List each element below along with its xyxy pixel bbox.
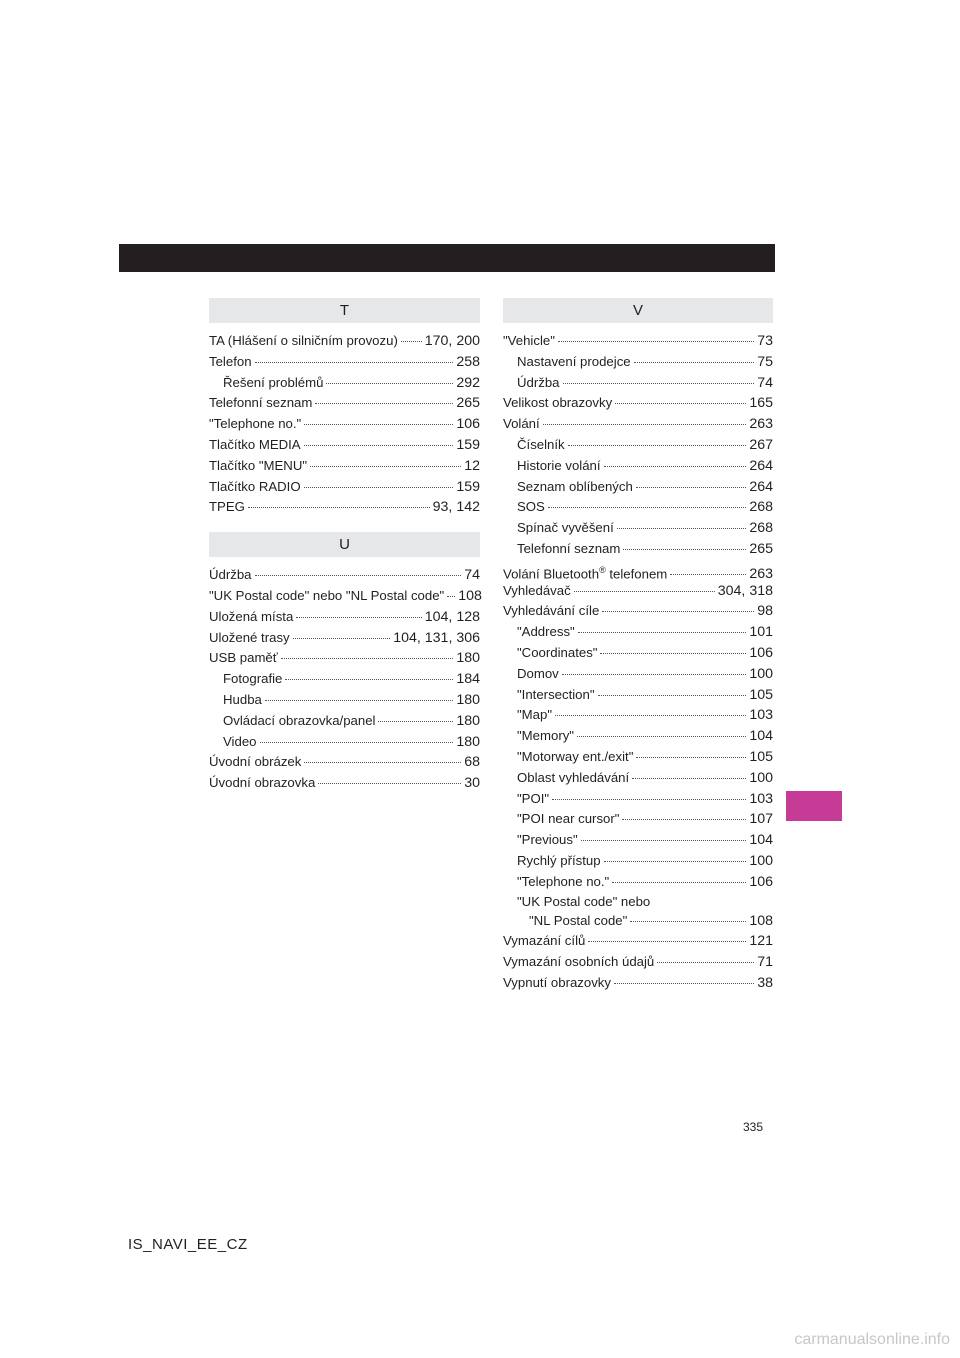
entry-label-text: "Address" (517, 624, 575, 640)
entry-label (223, 669, 282, 690)
entry-label (503, 952, 654, 973)
dot-leader (634, 362, 755, 363)
dot-leader (304, 424, 453, 425)
dot-leader (612, 882, 746, 883)
dot-leader (543, 424, 747, 425)
entry-label-text: Spínač vyvěšení (517, 520, 614, 536)
entry-label (209, 331, 398, 352)
dot-leader (581, 840, 747, 841)
index-subentry (503, 872, 773, 893)
index-subentry (209, 373, 480, 394)
entry-page-ref: 106 (749, 644, 773, 661)
index-subentry (209, 711, 480, 732)
entry-label (517, 789, 549, 810)
dot-leader (255, 575, 462, 576)
entry-page-ref: 159 (456, 436, 480, 453)
dot-leader (623, 549, 746, 550)
entry-label (517, 872, 609, 893)
entry-page-ref: 180 (456, 733, 480, 750)
dot-leader (622, 819, 746, 820)
dot-leader (578, 632, 747, 633)
dot-leader (304, 445, 454, 446)
dot-leader (326, 383, 453, 384)
dot-leader (555, 715, 746, 716)
entry-label (529, 911, 627, 932)
entry-label (209, 628, 290, 649)
entry-page-ref: 159 (456, 478, 480, 495)
dot-leader (255, 362, 454, 363)
entry-label-text: Vyhledávač (503, 582, 571, 598)
entry-page-ref: 165 (749, 395, 773, 412)
entry-page-ref: 258 (456, 353, 480, 370)
entry-page-ref: 268 (749, 499, 773, 516)
entry-label-text: "NL Postal code" (529, 912, 628, 928)
entry-page-ref: 108 (458, 587, 482, 604)
dot-leader (615, 403, 746, 404)
index-subentry (503, 726, 773, 747)
entry-label (209, 414, 301, 435)
index-subentry (503, 643, 773, 664)
entry-page-ref: 105 (749, 748, 773, 765)
entry-page-ref: 104 (749, 728, 773, 745)
index-column-right (503, 298, 773, 994)
dot-leader (310, 466, 461, 467)
entry-label (517, 477, 633, 498)
entry-label-text: Oblast vyhledávání (517, 769, 630, 785)
entry-label (517, 768, 629, 789)
index-entry (209, 773, 480, 794)
entry-page-ref: 106 (456, 416, 480, 433)
entry-label-text: Telefonní seznam (517, 540, 621, 556)
entry-label (517, 373, 560, 394)
entry-page-ref: 268 (749, 520, 773, 537)
entry-label-text: Telefonní seznam (209, 395, 313, 411)
document-code: IS_NAVI_EE_CZ (128, 1236, 248, 1253)
top-header-bar (119, 244, 775, 272)
dot-leader (670, 574, 746, 575)
entry-label-text: Domov (517, 665, 559, 681)
dot-leader (574, 591, 715, 592)
entry-label (517, 747, 633, 768)
entry-label (209, 607, 293, 628)
entry-label (517, 456, 601, 477)
entry-label (209, 773, 315, 794)
index-subentry (503, 664, 773, 685)
entry-page-ref: 101 (749, 624, 773, 641)
entry-label-text: "Intersection" (517, 686, 595, 702)
entry-label-text: Rychlý přístup (517, 852, 601, 868)
entry-label-text: Fotografie (223, 671, 283, 687)
dot-leader (617, 528, 747, 529)
entry-page-ref: 104, 128 (424, 608, 480, 625)
index-subentry (503, 809, 773, 830)
index-column-left (209, 298, 480, 794)
entry-label-text: "Telephone no." (517, 873, 610, 889)
index-entry (503, 601, 773, 622)
entry-label-text: Vypnutí obrazovky (503, 974, 611, 990)
entry-page-ref: 292 (456, 374, 480, 391)
entry-label (503, 331, 555, 352)
dot-leader (548, 507, 746, 508)
entry-label-text: Řešení problémů (223, 374, 324, 390)
section-header-t: T (209, 298, 480, 323)
index-subentry (503, 497, 773, 518)
index-subentry (503, 373, 773, 394)
entry-label (517, 622, 575, 643)
index-subentry (503, 705, 773, 726)
entry-label (517, 726, 574, 747)
index-entry (209, 456, 480, 477)
entry-label (209, 565, 252, 586)
entry-label (503, 414, 540, 435)
entry-page-ref: 263 (749, 566, 773, 583)
dot-leader (260, 742, 454, 743)
entry-label-text: "Telephone no." (209, 416, 302, 432)
entry-page-ref: 107 (749, 811, 773, 828)
entry-label (503, 601, 599, 622)
entry-label (517, 851, 601, 872)
entry-label-text: Hudba (223, 691, 262, 707)
dot-leader (614, 983, 754, 984)
dot-leader (657, 962, 754, 963)
index-subentry (503, 685, 773, 706)
dot-leader (304, 487, 454, 488)
dot-leader (636, 487, 746, 488)
index-entry (209, 331, 480, 352)
index-subentry (503, 789, 773, 810)
entry-label-text: "Vehicle" (503, 333, 555, 348)
entry-label-text: Video (223, 733, 257, 749)
dot-leader (401, 341, 422, 342)
entry-label (517, 539, 620, 560)
entry-label-text: "POI" (517, 790, 550, 806)
entry-page-ref: 30 (464, 775, 480, 792)
entry-label (503, 973, 611, 994)
index-entry (209, 628, 480, 649)
entry-label (223, 711, 375, 732)
entry-label-text: Vymazání osobních údajů (503, 954, 655, 970)
entry-label-text: "Coordinates" (517, 644, 598, 660)
entry-label-text: Seznam oblíbených (517, 478, 633, 494)
entry-label: "UK Postal code" nebo (517, 893, 651, 909)
entry-page-ref: 100 (749, 852, 773, 869)
entry-page-ref: 121 (749, 933, 773, 950)
entry-page-ref: 68 (464, 754, 480, 771)
entry-page-ref: 104, 131, 306 (393, 629, 480, 646)
entry-page-ref: 264 (749, 457, 773, 474)
entry-label (517, 497, 545, 518)
entry-label-text: Vyhledávání cíle (503, 603, 600, 619)
index-entry (209, 497, 480, 518)
entry-page-ref: 264 (749, 478, 773, 495)
entry-label (223, 690, 262, 711)
index-entry (503, 331, 773, 352)
index-subentry (503, 477, 773, 498)
entry-label-text: TPEG (209, 499, 245, 515)
index-entry (503, 560, 773, 581)
entry-label (517, 705, 552, 726)
entry-page-ref: 180 (456, 712, 480, 729)
entry-label (517, 352, 631, 373)
entry-label (503, 393, 612, 414)
dot-leader (568, 445, 747, 446)
entry-label (209, 435, 301, 456)
entry-label (517, 518, 614, 539)
entry-label-text: USB paměť (209, 650, 278, 666)
entry-label (517, 685, 595, 706)
dot-leader (563, 383, 755, 384)
dot-leader (602, 611, 754, 612)
entry-label-text: Tlačítko "MENU" (209, 457, 308, 473)
section-spacer (209, 518, 480, 532)
index-entry-heading (503, 893, 773, 911)
entry-page-ref: 170, 200 (424, 333, 480, 349)
dot-leader (265, 700, 453, 701)
entry-label (209, 456, 307, 477)
dot-leader (378, 721, 453, 722)
chapter-index-tab (786, 791, 842, 821)
dot-leader (248, 507, 430, 508)
entry-label (223, 732, 257, 753)
index-entry (503, 414, 773, 435)
entry-page-ref: 71 (757, 954, 773, 971)
entry-page-ref: 105 (749, 686, 773, 703)
index-subentry (503, 851, 773, 872)
entry-label (209, 752, 301, 773)
index-entry (503, 973, 773, 994)
dot-leader (598, 695, 747, 696)
entry-label-text: "Map" (517, 707, 553, 723)
index-subentry (503, 539, 773, 560)
dot-leader (600, 653, 746, 654)
dot-leader (285, 679, 453, 680)
entry-label (209, 497, 245, 518)
entry-label (223, 373, 323, 394)
entry-label-text: Vymazání cílů (503, 933, 586, 949)
entry-page-ref: 93, 142 (432, 499, 480, 516)
entry-label-text-after: telefonem (605, 566, 668, 582)
dot-leader (315, 403, 453, 404)
entry-label (209, 477, 301, 498)
entry-page-ref: 184 (456, 671, 480, 688)
entry-page-ref: 98 (757, 603, 773, 620)
index-subentry (209, 690, 480, 711)
dot-leader (296, 617, 421, 618)
entry-label-text: Nastavení prodejce (517, 353, 631, 369)
entry-label (209, 648, 278, 669)
index-subentry (503, 456, 773, 477)
entry-label-text: Volání (503, 416, 540, 432)
dot-leader (630, 921, 746, 922)
registered-mark: ® (599, 564, 606, 575)
dot-leader (636, 757, 746, 758)
entry-label-text: Tlačítko MEDIA (209, 436, 301, 452)
entry-label (517, 830, 578, 851)
entry-label-text: "Memory" (517, 728, 574, 744)
section-header-u: U (209, 532, 480, 557)
entry-page-ref: 74 (757, 374, 773, 391)
dot-leader (304, 762, 461, 763)
entry-label-text: Údržba (209, 567, 252, 583)
entry-page-ref: 267 (749, 436, 773, 453)
entry-label-text: Ovládací obrazovka/panel (223, 712, 376, 728)
index-subentry (503, 352, 773, 373)
entry-label (517, 435, 565, 456)
entry-label-text: "POI near cursor" (517, 811, 620, 827)
entry-page-ref: 108 (749, 912, 773, 929)
index-subentry (503, 622, 773, 643)
entry-page-ref: 180 (456, 691, 480, 708)
entry-label-text: Údržba (517, 374, 560, 390)
entry-page-ref: 38 (757, 974, 773, 991)
entry-label-text: Číselník (517, 436, 565, 452)
section-header-v: V (503, 298, 773, 323)
entry-label-text: "Previous" (517, 832, 578, 848)
index-entry (209, 393, 480, 414)
entry-page-ref: 263 (749, 416, 773, 433)
index-entry (503, 393, 773, 414)
dot-leader (588, 941, 746, 942)
entry-page-ref: 75 (757, 353, 773, 370)
index-entry (209, 414, 480, 435)
entry-label-text: SOS (517, 499, 545, 515)
entry-label (517, 664, 559, 685)
dot-leader (293, 638, 391, 639)
entry-label (209, 352, 252, 373)
entry-label-text: Uložená místa (209, 608, 294, 624)
entry-label-text: Tlačítko RADIO (209, 478, 301, 494)
entry-label-text: Volání Bluetooth (503, 566, 600, 582)
index-subentry (209, 669, 480, 690)
entry-page-ref: 265 (749, 540, 773, 557)
entry-label-text: Historie volání (517, 457, 601, 473)
entry-label (209, 393, 312, 414)
index-entry (503, 931, 773, 952)
dot-leader (604, 861, 747, 862)
index-subentry (503, 747, 773, 768)
entry-page-ref: 304, 318 (717, 582, 773, 599)
dot-leader (577, 736, 746, 737)
watermark: carmanualsonline.info (794, 1331, 950, 1348)
entry-label-text: Telefon (209, 353, 252, 369)
dot-leader (604, 466, 747, 467)
dot-leader (632, 778, 746, 779)
entry-label (209, 586, 444, 607)
dot-leader (552, 799, 746, 800)
index-entry (209, 565, 480, 586)
entry-page-ref: 180 (456, 650, 480, 667)
entry-label-text: "Motorway ent./exit" (517, 748, 634, 764)
index-entry (209, 586, 480, 607)
entry-label-text: "UK Postal code" nebo "NL Postal code" (209, 587, 445, 603)
entry-page-ref: 100 (749, 665, 773, 682)
entry-label (517, 643, 597, 664)
entry-label-text: Uložené trasy (209, 629, 290, 645)
dot-leader (562, 674, 747, 675)
index-subentry (503, 518, 773, 539)
entry-label-text: Úvodní obrazovka (209, 775, 316, 791)
index-entry (209, 607, 480, 628)
entry-page-ref: 100 (749, 769, 773, 786)
entry-page-ref: 106 (749, 873, 773, 890)
entry-page-ref: 103 (749, 707, 773, 724)
index-subentry (503, 768, 773, 789)
entry-page-ref: 265 (456, 395, 480, 412)
dot-leader (447, 596, 455, 597)
index-entry (209, 752, 480, 773)
entry-label (517, 809, 619, 830)
index-subentry (503, 435, 773, 456)
index-entry (209, 352, 480, 373)
entry-page-ref: 103 (749, 790, 773, 807)
dot-leader (318, 783, 461, 784)
index-entry (503, 911, 773, 932)
entry-page-ref: 74 (464, 567, 480, 584)
index-entry (209, 648, 480, 669)
entry-label-text: TA (Hlášení o silničním provozu) (209, 333, 398, 348)
index-subentry (209, 732, 480, 753)
index-entry (209, 435, 480, 456)
dot-leader (281, 658, 454, 659)
index-entry (209, 477, 480, 498)
dot-leader (558, 341, 754, 342)
entry-label (503, 931, 585, 952)
entry-label-text: Velikost obrazovky (503, 395, 613, 411)
entry-page-ref: 104 (749, 832, 773, 849)
entry-page-ref: 12 (464, 457, 480, 474)
entry-label (503, 581, 571, 602)
page-number: 335 (743, 1120, 764, 1134)
index-subentry (503, 830, 773, 851)
index-entry (503, 952, 773, 973)
entry-label-text: Úvodní obrázek (209, 754, 302, 770)
entry-page-ref: 73 (757, 333, 773, 349)
